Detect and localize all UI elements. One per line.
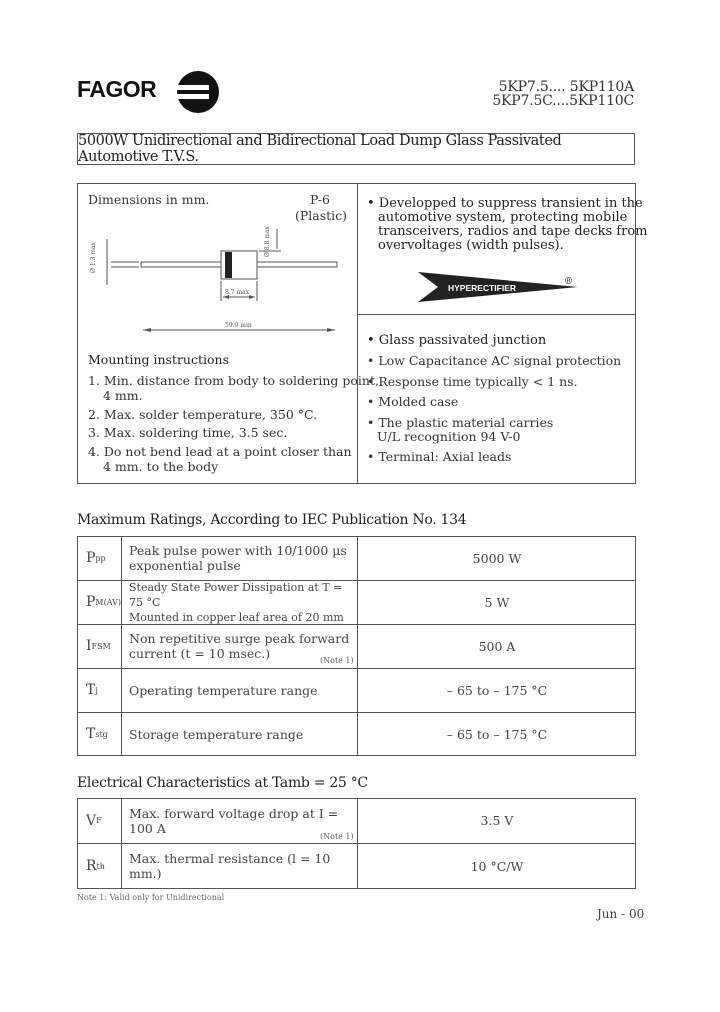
mounting-item: 4 mm.	[103, 388, 143, 403]
value-tj: – 65 to – 175 °C	[446, 682, 548, 698]
value-pmav: 5 W	[484, 594, 510, 610]
note-ref: (Note 1)	[320, 656, 354, 665]
footer-note: Note 1: Valid only for Unidirectional	[77, 893, 225, 902]
electrical-title: Electrical Characteristics at Tamb = 25 °C	[77, 775, 368, 791]
desc-ifsm: Non repetitive surge peak forward current (t = 10 msec.)	[129, 631, 350, 661]
mounting-item: 1. Min. distance from body to soldering point,	[88, 373, 379, 388]
symbol-ifsm: I FSM	[86, 638, 111, 654]
feature-item: • Molded case	[367, 394, 459, 409]
mounting-item: 3. Max. soldering time, 3.5 sec.	[88, 425, 288, 440]
symbol-pmav: P M(AV)	[86, 594, 122, 610]
part-number-range-a: 5KP7.5.... 5KP110A	[498, 79, 634, 95]
symbol-rth: R th	[86, 858, 105, 874]
dimensions-label: Dimensions in mm.	[88, 192, 210, 207]
description-line: overvoltages (width pulses).	[378, 238, 564, 253]
note-ref: (Note 1)	[320, 832, 354, 841]
part-number-range-c: 5KP7.5C....5KP110C	[492, 93, 634, 109]
feature-item: • Low Capacitance AC signal protection	[367, 353, 622, 368]
value-tstg: – 65 to – 175 °C	[446, 726, 548, 742]
product-title: 5000W Unidirectional and Bidirectional Load Dump Glass Passivated Automotive T.V.S.	[77, 133, 635, 165]
fagor-logo-icon	[173, 70, 223, 114]
feature-item: • Glass passivated junction	[367, 333, 547, 348]
package-type: (Plastic)	[295, 208, 348, 223]
dim-lead-label: Ø 1.3 max	[90, 242, 97, 273]
symbol-ppp: P pp	[86, 550, 106, 566]
description-line: transceivers, radios and tape decks from	[378, 224, 648, 239]
desc-ppp: Peak pulse power with 10/1000 µs exponential pulse	[129, 543, 347, 573]
revision-date: Jun - 00	[597, 907, 645, 921]
feature-item: • Response time typically < 1 ns.	[367, 374, 578, 389]
symbol-tstg: T stg	[86, 726, 108, 742]
mounting-item: 2. Max. solder temperature, 350 °C.	[88, 407, 318, 422]
package-code: P-6	[310, 192, 330, 207]
feature-item: • Terminal: Axial leads	[367, 449, 512, 464]
package-dimension-drawing	[85, 225, 350, 335]
dim-body-label: Ø 8.8 max	[264, 226, 271, 257]
desc-vf: Max. forward voltage drop at I = 100 A	[129, 805, 339, 836]
desc-pmav: Steady State Power Dissipation at T = 75 °C Mounted in copper leaf area of 20 mm	[129, 580, 344, 624]
value-ifsm: 500 A	[478, 638, 516, 654]
dim-length-label: 8.7 max	[225, 289, 250, 296]
registered-mark: ®	[564, 277, 573, 287]
description-line: • Developped to suppress transient in the	[367, 196, 643, 211]
desc-rth: Max. thermal resistance (l = 10 mm.)	[129, 851, 331, 881]
max-ratings-title: Maximum Ratings, According to IEC Publication No. 134	[77, 512, 467, 528]
mounting-item: 4 mm. to the body	[103, 459, 219, 474]
brand-logo-text: FAGOR	[77, 76, 157, 102]
dim-total-label: 59.9 min	[225, 322, 252, 329]
description-line: automotive system, protecting mobile	[378, 210, 628, 225]
symbol-tj: T j	[86, 682, 98, 698]
value-rth: 10 °C/W	[470, 858, 524, 874]
symbol-vf: V F	[86, 812, 102, 829]
hyperectifier-badge	[418, 272, 586, 304]
mounting-item: 4. Do not bend lead at a point closer than	[88, 444, 352, 459]
desc-tstg: Storage temperature range	[129, 726, 304, 742]
mounting-title: Mounting instructions	[88, 352, 229, 367]
value-ppp: 5000 W	[472, 550, 522, 566]
desc-tj: Operating temperature range	[129, 682, 318, 698]
badge-text: HYPERECTIFIER	[448, 283, 517, 293]
value-vf: 3.5 V	[480, 813, 514, 828]
feature-item: • The plastic material carries	[367, 415, 554, 430]
feature-item: U/L recognition 94 V-0	[377, 429, 521, 444]
